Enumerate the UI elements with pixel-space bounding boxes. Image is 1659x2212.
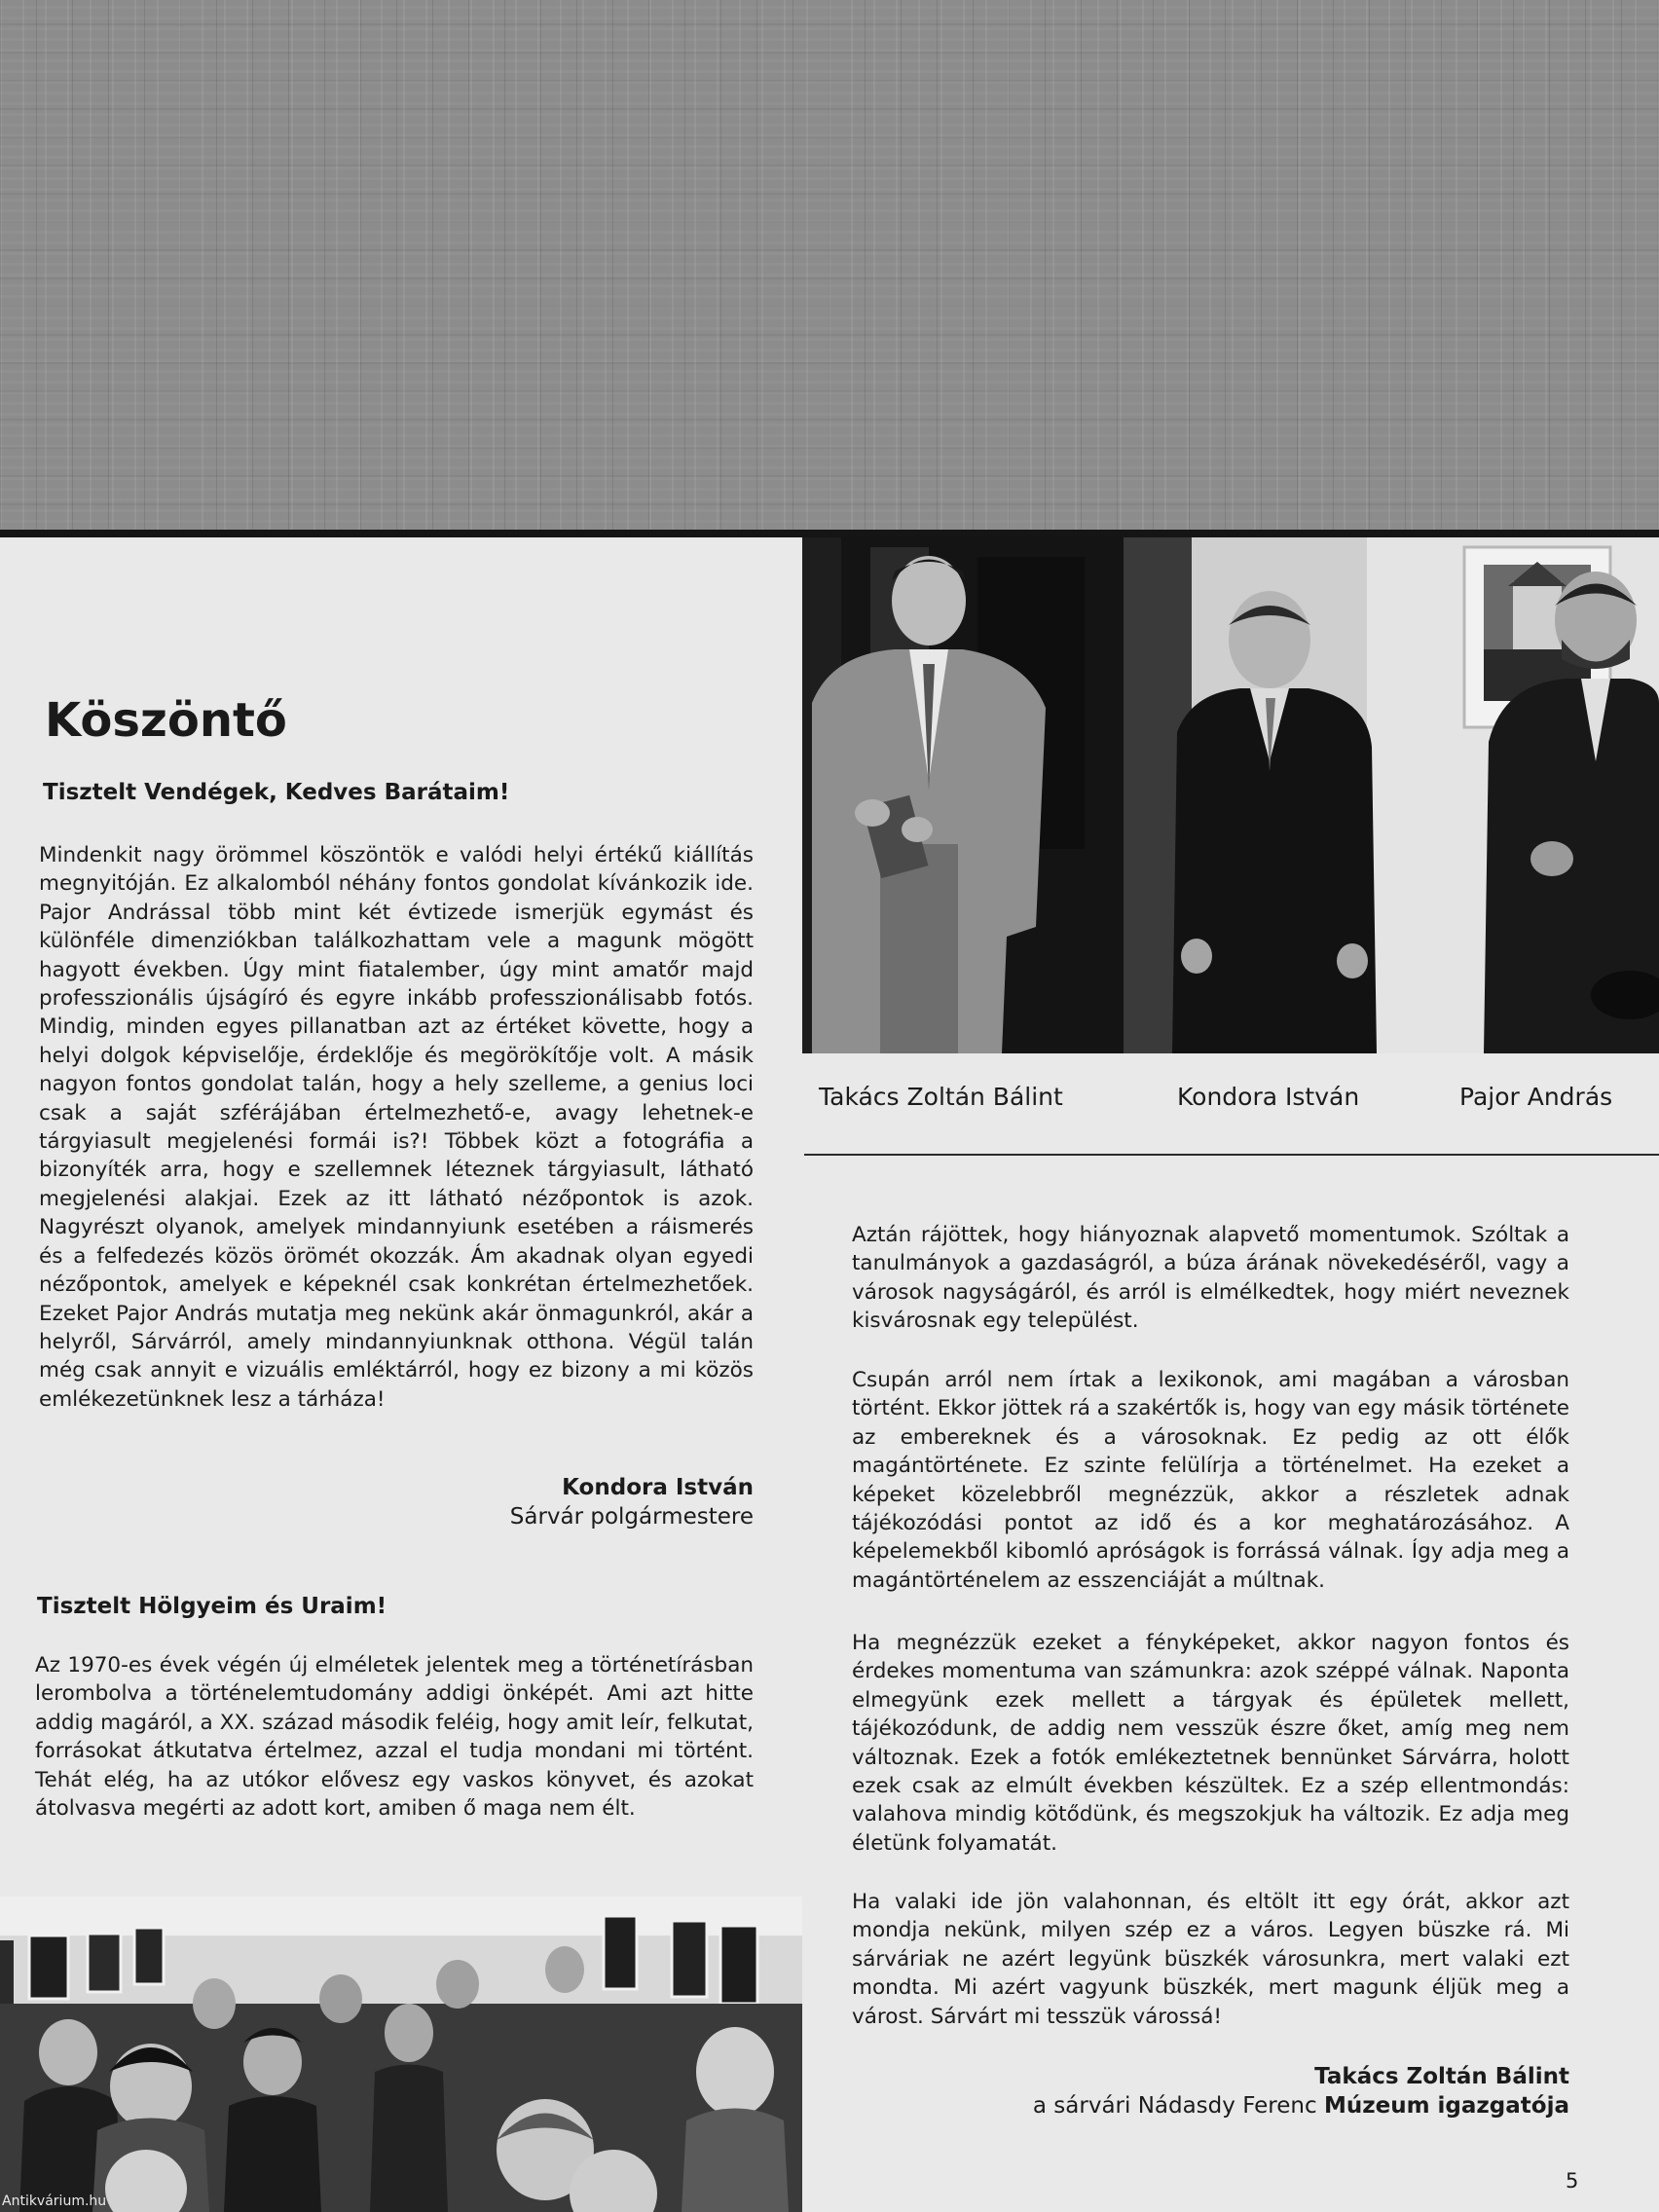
book-cover-background xyxy=(0,0,1659,534)
signature-name-1: Kondora István xyxy=(562,1475,754,1500)
photo-three-men xyxy=(802,537,1659,1053)
signature-role-2-bold: Múzeum igazgatója xyxy=(1323,2093,1569,2119)
signature-role-1: Sárvár polgármestere xyxy=(509,1504,754,1530)
page-title: Köszöntő xyxy=(45,693,287,748)
caption-person-3: Pajor András xyxy=(1459,1083,1613,1111)
signature-role-2 xyxy=(1033,2093,1569,2119)
signature-block-2 xyxy=(876,2062,1569,2120)
history-paragraph-1: Az 1970-es évek végén új elméletek jelentek meg a történetírásban lerombolva a történelemtudomány addigi önképét. Ami azt hitte addig magáról, a XX. század második feléig, hogy amit leír, felkutat, forrásokat átkutatva értelmez, azzal el tudja mondani mi történt. Tehát elég, ha az utókor elővesz egy vaskos könyvet, és azokat átolvasva megérti az adott kort, amiben ő maga nem élt. xyxy=(35,1653,754,1822)
photo-exhibition-crowd-image xyxy=(0,1897,802,2212)
history-paragraph-3: Csupán arról nem írtak a lexikonok, ami magában a városban történt. Ekkor jöttek rá a szakértők is, hogy van egy másik története az embereknek és a városoknak. Ez pedig az ott élők magántörténete. Ez szinte felülírja a történelmet. Ha ezeket a képeket közelebbről megnézzük, akkor a részletek adnak tájékozódási pontot az idő és a kor meghatározásához. A képelemekből kibomló apróságok is forrássá válnak. Így adja meg a magántörténelem az esszenciáját a múltnak. xyxy=(852,1368,1569,1593)
welcome-paragraph: Mindenkit nagy örömmel köszöntök e valódi helyi értékű kiállítás megnyitóján. Ez alkalomból néhány fontos gondolat kívánkozik ide. Pajor Andrással több mint két évtizede ismerjük egymást és különféle dimenziókban találkozhattam vele a magunk mögött hagyott években. Úgy mint fiatalember, úgy mint amatőr majd professzionális újságíró és egyre inkább professzionálisabb fotós. Mindig, minden egyes pillanatban azt az értéket követte, hogy a helyi dolgok képviselője, érdeklője és megörökítője volt. A másik nagyon fontos gondolat talán, hogy a hely szelleme, a genius loci csak a saját szférájában értelmezhető-e, avagy lehetnek-e tárgyiasult megjelenési formái is?! Többek közt a fotográfia a bizonyíték arra, hogy e szellemnek léteznek tárgyiasult, látható megjelenési alakjai. Ezek az itt látható nézőpontok is azok. Nagyrészt olyanok, amelyek mindannyiunk esetében a ráismerés és a felfedezés közös örömét okozzák. Ám akadnak olyan egyedi nézőpontok, amelyek e képeknél csak konkrétan értelmezhetőek. Ezeket Pajor András mutatja meg nekünk akár önmagunkról, akár a helyről, Sárvárról, amely mindannyiunknak otthona. Végül talán még csak annyit e vizuális emléktárról, hogy ez bizony a mi közös emlékezetünknek lesz a tárháza! xyxy=(39,843,754,1412)
signature-role-2-plain: a sárvári Nádasdy Ferenc xyxy=(1032,2093,1324,2119)
history-paragraph-4: Ha megnézzük ezeket a fényképeket, akkor nagyon fontos és érdekes momentuma van számunkra: azok széppé válnak. Naponta elmegyünk ezek mellett a tárgyak és épületek mellett, tájékozódunk, de addig nem vesszük észre őket, amíg meg nem változnak. Ezek a fotók emlékeztetnek bennünket Sárvárra, holott ezek csak az elmúlt években készültek. Ez a szép ellentmondás: valahova mindig kötődünk, és megszokjuk ha változik. Ez adja meg életünk folyamatát. xyxy=(852,1631,1569,1856)
page-number: 5 xyxy=(1566,2169,1579,2193)
photo-three-men-image xyxy=(802,537,1659,1053)
caption-divider xyxy=(804,1154,1659,1156)
photo-exhibition-crowd xyxy=(0,1897,802,2212)
caption-person-2: Kondora István xyxy=(1177,1083,1360,1111)
signature-block-1 xyxy=(370,1473,754,1531)
page-edge xyxy=(0,530,1659,537)
signature-name-2: Takács Zoltán Bálint xyxy=(1314,2064,1569,2089)
caption-person-1: Takács Zoltán Bálint xyxy=(819,1083,1063,1111)
greeting-heading-1: Tisztelt Vendégek, Kedves Barátaim! xyxy=(43,780,510,805)
history-paragraph-5: Ha valaki ide jön valahonnan, és eltölt itt egy órát, akkor azt mondja nekünk, milyen szép ez a város. Legyen büszke rá. Mi sárváriak ne azért legyünk büszkék városunkra, mert valaki ezt mondta. Mi azért vagyunk büszkék, mert magunk éljük meg a várost. Sárvárt mi tesszük várossá! xyxy=(852,1890,1569,2029)
greeting-heading-2: Tisztelt Hölgyeim és Uraim! xyxy=(37,1594,387,1619)
watermark-logo: Antikvárium.hu xyxy=(2,2194,107,2209)
history-paragraph-2: Aztán rájöttek, hogy hiányoznak alapvető momentumok. Szóltak a tanulmányok a gazdaságról, a búza árának növekedéséről, vagy a városok nagyságáról, és arról is elmélkedtek, hogy miért neveznek kisvárosnak egy települést. xyxy=(852,1223,1569,1334)
